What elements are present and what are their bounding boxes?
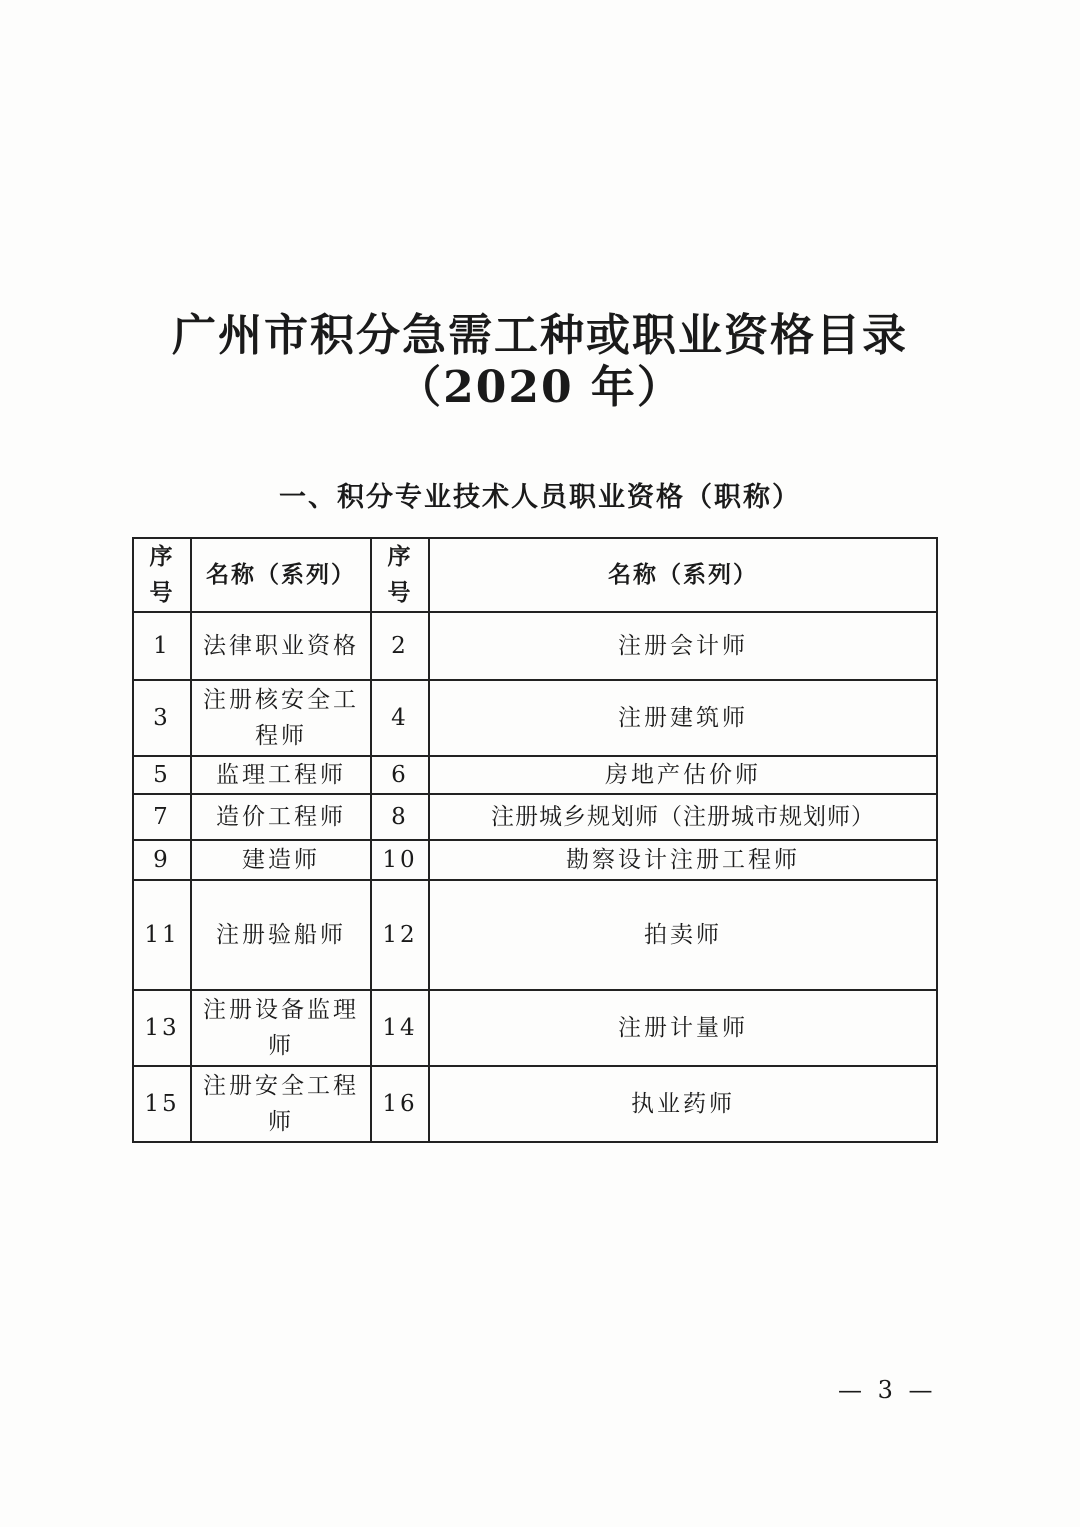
table-row — [133, 840, 937, 880]
row-name-right: 勘察设计注册工程师 — [429, 840, 937, 880]
row-no-left: 9 — [133, 840, 191, 880]
row-name-right: 注册会计师 — [429, 612, 937, 680]
qualification-table — [132, 537, 938, 1143]
table-row — [133, 990, 937, 1066]
row-name-left: 注册核安全工程师 — [191, 680, 371, 756]
header-name-2: 名称（系列） — [429, 538, 937, 612]
section-heading: 一、积分专业技术人员职业资格（职称） — [279, 482, 801, 513]
row-name-left: 注册安全工程师 — [191, 1066, 371, 1142]
row-no-right: 12 — [371, 880, 429, 990]
table-row — [133, 612, 937, 680]
table-row — [133, 1066, 937, 1142]
row-name-left: 法律职业资格 — [191, 612, 371, 680]
row-name-right: 注册城乡规划师（注册城市规划师） — [429, 794, 937, 840]
row-name-right: 执业药师 — [429, 1066, 937, 1142]
page-number: — 3 — — [838, 1376, 937, 1404]
row-no-left: 13 — [133, 990, 191, 1066]
row-no-right: 16 — [371, 1066, 429, 1142]
row-name-left: 建造师 — [191, 840, 371, 880]
row-name-right: 房地产估价师 — [429, 756, 937, 794]
row-no-right: 6 — [371, 756, 429, 794]
table-row — [133, 880, 937, 990]
row-name-left: 造价工程师 — [191, 794, 371, 840]
table-header-row — [133, 538, 937, 612]
row-no-right: 10 — [371, 840, 429, 880]
row-no-left: 1 — [133, 612, 191, 680]
table-row — [133, 794, 937, 840]
row-no-left: 15 — [133, 1066, 191, 1142]
row-name-right: 拍卖师 — [429, 880, 937, 990]
table-row — [133, 756, 937, 794]
header-name-1: 名称（系列） — [191, 538, 371, 612]
row-no-right: 2 — [371, 612, 429, 680]
header-no-2: 序号 — [371, 538, 429, 612]
row-no-left: 11 — [133, 880, 191, 990]
row-name-left: 监理工程师 — [191, 756, 371, 794]
table-row — [133, 680, 937, 756]
row-no-left: 3 — [133, 680, 191, 756]
row-no-left: 7 — [133, 794, 191, 840]
document-title: 广州市积分急需工种或职业资格目录 — [172, 310, 908, 361]
row-name-right: 注册计量师 — [429, 990, 937, 1066]
row-name-right: 注册建筑师 — [429, 680, 937, 756]
header-no-1: 序号 — [133, 538, 191, 612]
row-no-left: 5 — [133, 756, 191, 794]
row-no-right: 4 — [371, 680, 429, 756]
row-name-left: 注册设备监理师 — [191, 990, 371, 1066]
row-name-left: 注册验船师 — [191, 880, 371, 990]
row-no-right: 8 — [371, 794, 429, 840]
document-year: （2020 年） — [397, 362, 683, 413]
row-no-right: 14 — [371, 990, 429, 1066]
